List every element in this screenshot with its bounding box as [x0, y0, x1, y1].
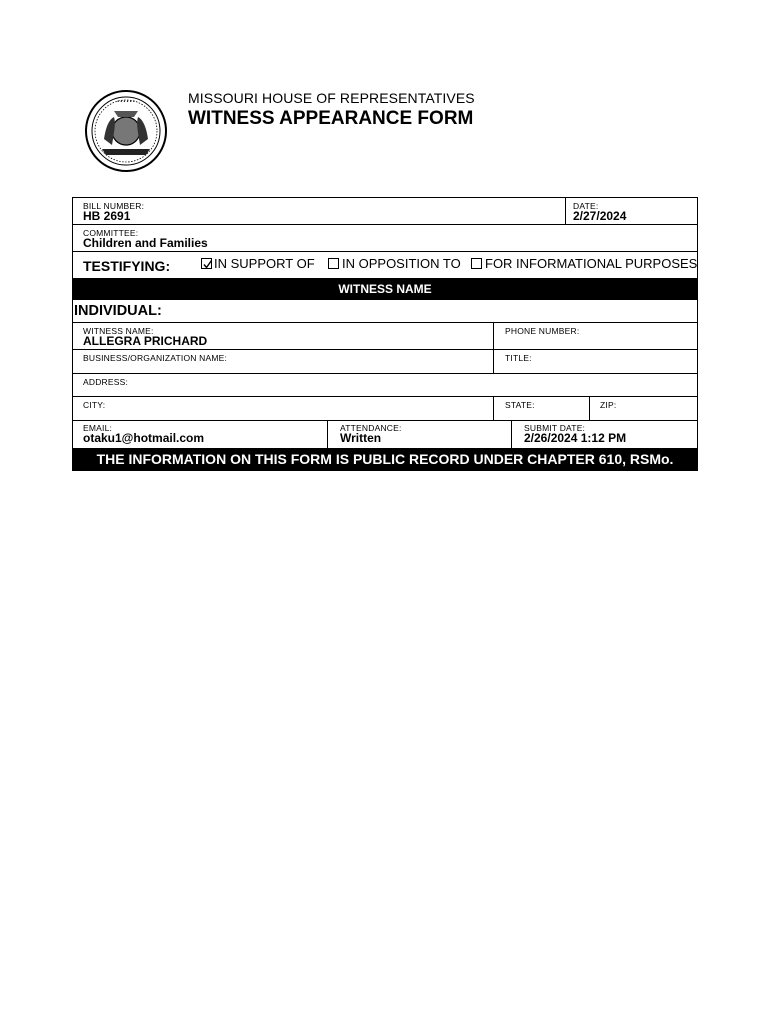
- divider: [493, 322, 494, 374]
- divider: [589, 396, 590, 420]
- header-org: MISSOURI HOUSE OF REPRESENTATIVES: [188, 90, 475, 106]
- bill-number-value: HB 2691: [83, 209, 131, 223]
- submit-date-value: 2/26/2024 1:12 PM: [524, 431, 627, 445]
- check-icon: [202, 259, 213, 270]
- informational-checkbox[interactable]: [471, 258, 482, 269]
- date-label: DATE:: [573, 201, 599, 211]
- opposition-label: IN OPPOSITION TO: [342, 256, 461, 271]
- missouri-seal-logo: [84, 89, 168, 173]
- witness-name-bar: WITNESS NAME: [72, 278, 698, 300]
- divider: [327, 420, 328, 448]
- business-name-label: BUSINESS/ORGANIZATION NAME:: [83, 353, 228, 363]
- phone-number-label: PHONE NUMBER:: [505, 326, 580, 336]
- divider: [72, 420, 698, 421]
- divider: [72, 251, 698, 252]
- attendance-label: ATTENDANCE:: [340, 423, 402, 433]
- submit-date-label: SUBMIT DATE:: [524, 423, 586, 433]
- divider: [511, 420, 512, 448]
- email-value: otaku1@hotmail.com: [83, 431, 205, 445]
- committee-label: COMMITTEE:: [83, 228, 139, 238]
- support-label: IN SUPPORT OF: [214, 256, 315, 271]
- email-label: EMAIL:: [83, 423, 113, 433]
- svg-text:• • • • • •: • • • • • •: [117, 99, 135, 105]
- attendance-value: Written: [340, 431, 382, 445]
- state-label: STATE:: [505, 400, 535, 410]
- address-label: ADDRESS:: [83, 377, 129, 387]
- committee-value: Children and Families: [83, 236, 208, 250]
- divider: [493, 396, 494, 420]
- date-value: 2/27/2024: [573, 209, 627, 223]
- witness-name-value: ALLEGRA PRICHARD: [83, 334, 208, 348]
- zip-label: ZIP:: [600, 400, 617, 410]
- informational-label: FOR INFORMATIONAL PURPOSES: [485, 256, 698, 271]
- divider: [72, 396, 698, 397]
- opposition-checkbox[interactable]: [328, 258, 339, 269]
- divider: [565, 197, 566, 224]
- witness-form: [72, 197, 698, 471]
- page-title: WITNESS APPEARANCE FORM: [188, 108, 474, 129]
- testifying-label: TESTIFYING:: [83, 258, 171, 274]
- city-label: CITY:: [83, 400, 106, 410]
- divider: [72, 322, 698, 323]
- divider: [72, 224, 698, 225]
- divider: [72, 373, 698, 374]
- public-record-notice: THE INFORMATION ON THIS FORM IS PUBLIC RECORD UNDER CHAPTER 610, RSMo.: [72, 448, 698, 471]
- witness-name-label: WITNESS NAME:: [83, 326, 154, 336]
- support-checkbox[interactable]: [201, 258, 212, 269]
- title-label: TITLE:: [505, 353, 532, 363]
- divider: [72, 349, 698, 350]
- bill-number-label: BILL NUMBER:: [83, 201, 145, 211]
- individual-heading: INDIVIDUAL:: [74, 303, 162, 319]
